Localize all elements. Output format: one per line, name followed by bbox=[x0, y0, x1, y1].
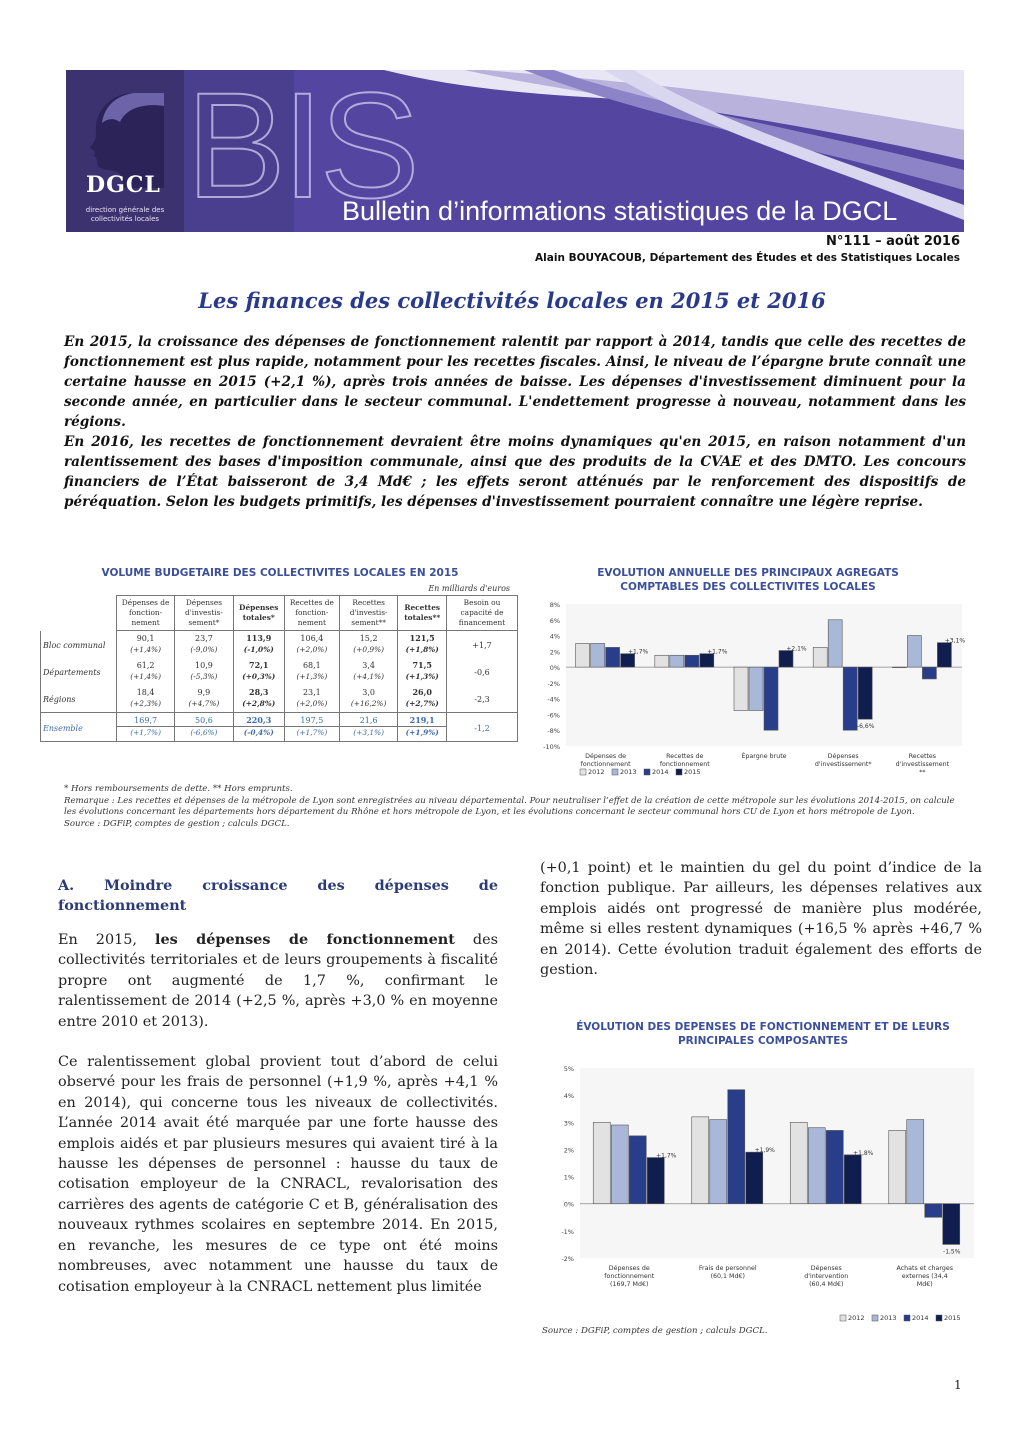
table-cell: 50,6 bbox=[175, 713, 233, 727]
para-text: En 2015, bbox=[58, 932, 155, 948]
author-line: Alain BOUYACOUB, Département des Études et des Statistiques Locales bbox=[535, 252, 960, 264]
table-row bbox=[41, 658, 518, 671]
table-cell: 15,2 bbox=[339, 631, 398, 645]
chart-bar bbox=[764, 667, 778, 730]
dgcl-logo bbox=[66, 70, 184, 232]
data-label: +1,7% bbox=[656, 1152, 677, 1160]
dgcl-logo-subtitle: direction générale des collectivités locales bbox=[85, 206, 165, 223]
legend-swatch bbox=[612, 769, 618, 775]
chart-operating-expenses bbox=[540, 1018, 986, 1344]
table-cell-pct: (+1,8%) bbox=[398, 644, 447, 658]
chart-bar bbox=[710, 1120, 727, 1204]
chart-bar bbox=[611, 1125, 628, 1204]
table-cell: 26,0 bbox=[398, 685, 447, 698]
abstract-paragraph-2015: En 2015, la croissance des dépenses de fonctionnement ralentit par rapport à 2014, tandis que celle des recettes de fonctionnement est plus rapide, notamment pour les recettes fiscales. Ainsi, le niveau de l’épargne brute connaît une certaine hausse en 2015 (+2,1 %), après trois années de baisse. Les dépenses d'investissement diminuent pour la seconde année, en particulier dans le secteur communal. L'endettement progresse à nouveau, notamment dans les régions. bbox=[64, 334, 966, 430]
chart2-source: Source : DGFiP, comptes de gestion ; calculs DGCL. bbox=[542, 1326, 768, 1336]
chart2-svg bbox=[540, 1058, 986, 1358]
table-cell: 71,5 bbox=[398, 658, 447, 671]
table-cell: 121,5 bbox=[398, 631, 447, 645]
y-tick-label: 0% bbox=[563, 1200, 574, 1209]
table-cell: 10,9 bbox=[175, 658, 233, 671]
dgcl-logo-text: DGCL bbox=[86, 172, 161, 198]
chart-bar bbox=[746, 1152, 763, 1204]
legend-label: 2014 bbox=[912, 1314, 929, 1322]
chart-annual-aggregates bbox=[528, 566, 968, 780]
table-cell-pct: (+1,7%) bbox=[284, 727, 339, 742]
y-tick-label: -10% bbox=[543, 743, 560, 751]
table-cell-pct: (-6,6%) bbox=[175, 727, 233, 742]
chart1-title: EVOLUTION ANNUELLE DES PRINCIPAUX AGREGATS COMPTABLES DES COLLECTIVITES LOCALES bbox=[597, 567, 899, 593]
table-cell: 106,4 bbox=[284, 631, 339, 645]
data-label: +1,7% bbox=[707, 648, 728, 656]
legend-swatch bbox=[644, 769, 650, 775]
chart-bar bbox=[937, 643, 951, 667]
table-cell-pct: (+2,3%) bbox=[117, 698, 175, 713]
chart-bar bbox=[907, 1120, 924, 1204]
y-tick-label: 4% bbox=[563, 1092, 574, 1101]
table-row-label: Départements bbox=[41, 658, 117, 685]
table-cell-pct: (+1,3%) bbox=[398, 671, 447, 685]
legend-label: 2013 bbox=[880, 1314, 897, 1322]
chart-bar bbox=[907, 636, 921, 668]
category-label: d'investissement* bbox=[814, 761, 872, 768]
y-tick-label: 0% bbox=[549, 664, 560, 673]
data-label: -1,5% bbox=[943, 1248, 961, 1256]
data-label: +1,9% bbox=[754, 1147, 775, 1155]
table-cell: 3,0 bbox=[339, 685, 398, 698]
table-corner bbox=[41, 596, 117, 631]
legend-label: 2014 bbox=[652, 768, 669, 776]
chart-bar bbox=[779, 651, 793, 668]
chart-bar bbox=[629, 1136, 646, 1204]
table-cell-pct: (+2,0%) bbox=[284, 698, 339, 713]
body-left-column bbox=[58, 866, 498, 1317]
chart-bar bbox=[943, 1204, 960, 1245]
budget-table-block bbox=[40, 566, 518, 742]
legend-swatch bbox=[904, 1315, 910, 1321]
category-label: (60,4 Md€) bbox=[809, 1281, 844, 1288]
table-cell-pct: (+2,0%) bbox=[284, 644, 339, 658]
table-cell: 21,6 bbox=[339, 713, 398, 727]
table-cell: 61,2 bbox=[117, 658, 175, 671]
y-tick-label: -1% bbox=[561, 1227, 574, 1236]
table-cell-pct: (+0,9%) bbox=[339, 644, 398, 658]
table-cell-pct: (-5,3%) bbox=[175, 671, 233, 685]
table-cell: 197,5 bbox=[284, 713, 339, 727]
category-label: ** bbox=[919, 769, 926, 776]
table-cell-pct: (+1,3%) bbox=[284, 671, 339, 685]
category-label: (60,1 Md€) bbox=[710, 1273, 745, 1280]
table-cell: -2,3 bbox=[447, 685, 518, 713]
data-label: -6,6% bbox=[856, 723, 875, 731]
category-label: fonctionnement bbox=[604, 1273, 655, 1280]
chart-bar bbox=[922, 667, 936, 679]
table-cell-pct: (-9,0%) bbox=[175, 644, 233, 658]
abstract-paragraph-2016: En 2016, les recettes de fonctionnement devraient être moins dynamiques qu'en 2015, en raison notamment d'un ralentissement des bases d'imposition communale, ainsi que des produits de la CVAE et des DMTO. Les concours financiers de l’État baisseront de 3,4 Md€ ; les effets seront atténués par le renforcement des dispositifs de péréquation. Selon les budgets primitifs, les dépenses d'investissement pourraient connaître une légère reprise. bbox=[64, 434, 966, 510]
category-label: fonctionnement bbox=[659, 761, 710, 768]
y-tick-label: -4% bbox=[547, 695, 560, 704]
table-cell: 113,9 bbox=[233, 631, 284, 645]
table-cell-pct: (-1,0%) bbox=[233, 644, 284, 658]
budget-table-unit: En milliards d'euros bbox=[428, 584, 510, 593]
y-tick-label: -8% bbox=[547, 727, 560, 736]
chart-bar bbox=[843, 667, 857, 730]
table-cell: -0,6 bbox=[447, 658, 518, 685]
para-text: des collectivités territoriales et de leurs groupements à fiscalité propre ont augmenté de 1,7 %, confirmant le ralentissement de 2014 (+2,5 %, après +3,0 % en moyenne entre 2010 et 2013). bbox=[58, 932, 498, 1030]
table-header: Besoin ou capacité de financement bbox=[447, 596, 518, 631]
table-cell: 3,4 bbox=[339, 658, 398, 671]
table-row bbox=[41, 685, 518, 698]
table-cell-pct: (+1,4%) bbox=[117, 644, 175, 658]
table-cell: 23,1 bbox=[284, 685, 339, 698]
category-label: externes (34,4 bbox=[901, 1273, 948, 1280]
chart-bar bbox=[828, 620, 842, 667]
chart-bar bbox=[621, 654, 635, 667]
category-label: Recettes de bbox=[666, 753, 704, 760]
budget-table bbox=[40, 595, 518, 742]
table-cell-pct: (+0,3%) bbox=[233, 671, 284, 685]
y-tick-label: 1% bbox=[563, 1173, 574, 1182]
table-cell: 72,1 bbox=[233, 658, 284, 671]
category-label: Achats et charges bbox=[896, 1265, 954, 1272]
chart-bar bbox=[685, 655, 699, 667]
table-cell-pct: (+4,1%) bbox=[339, 671, 398, 685]
y-tick-label: 4% bbox=[549, 632, 560, 641]
chart-bar bbox=[728, 1090, 745, 1204]
table-header: Recettes de fonction-nement bbox=[284, 596, 339, 631]
section-a-paragraph-1 bbox=[58, 930, 498, 1032]
legend-swatch bbox=[840, 1315, 846, 1321]
chart-bar bbox=[593, 1122, 610, 1203]
table-cell-pct: (+1,4%) bbox=[117, 671, 175, 685]
banner-bis-letters: BIS bbox=[186, 70, 416, 229]
data-label: +1,7% bbox=[627, 648, 649, 656]
table-header: Recettes totales** bbox=[398, 596, 447, 631]
table-row bbox=[41, 631, 518, 645]
table-cell: 219,1 bbox=[398, 713, 447, 727]
category-label: Dépenses bbox=[810, 1265, 842, 1272]
legend-swatch bbox=[936, 1315, 942, 1321]
table-header: Dépenses de fonction-nement bbox=[117, 596, 175, 631]
chart-bar bbox=[749, 667, 763, 710]
table-cell: +1,7 bbox=[447, 631, 518, 659]
page-title: Les finances des collectivités locales en 2015 et 2016 bbox=[198, 288, 826, 313]
table-cell: -1,2 bbox=[447, 713, 518, 742]
category-label: Dépenses de bbox=[585, 753, 627, 760]
header-banner bbox=[66, 70, 964, 232]
chart-bar bbox=[606, 647, 620, 667]
para-bold: les dépenses de fonctionnement bbox=[155, 931, 455, 948]
data-label: +3,1% bbox=[944, 637, 966, 645]
table-cell: 18,4 bbox=[117, 685, 175, 698]
chart-bar bbox=[826, 1130, 843, 1203]
table-row-label: Bloc communal bbox=[41, 631, 117, 659]
table-cell-pct: (+2,7%) bbox=[398, 698, 447, 713]
chart-bar bbox=[576, 643, 590, 667]
table-cell-pct: (+4,7%) bbox=[175, 698, 233, 713]
table-cell-pct: (+3,1%) bbox=[339, 727, 398, 742]
y-tick-label: 5% bbox=[563, 1065, 574, 1073]
chart-bar bbox=[734, 667, 748, 710]
table-row-label: Ensemble bbox=[41, 713, 117, 742]
note-source: Source : DGFiP, comptes de gestion ; calculs DGCL. bbox=[64, 818, 290, 829]
legend-label: 2012 bbox=[588, 768, 605, 776]
chart-bar bbox=[925, 1204, 942, 1218]
table-cell: 220,3 bbox=[233, 713, 284, 727]
category-label: Frais de personnel bbox=[698, 1265, 757, 1272]
note-remark: Remarque : Les recettes et dépenses de la métropole de Lyon sont enregistrées au niveau départemental. Pour neutraliser l’effet de la création de cette métropole sur les évolutions 2014-2015, on calcule les évolutions concernant les départements hors département du Rhône et hors métropole de Lyon, et les évolutions concernant le secteur communal hors CU de Lyon et hors métropole de Lyon. bbox=[64, 795, 955, 817]
table-cell: 90,1 bbox=[117, 631, 175, 645]
table-header: Dépenses totales* bbox=[233, 596, 284, 631]
category-label: Md€) bbox=[916, 1281, 933, 1288]
legend-label: 2013 bbox=[620, 768, 637, 776]
chart2-title: ÉVOLUTION DES DEPENSES DE FONCTIONNEMENT ET DE LEURS PRINCIPALES COMPOSANTES bbox=[576, 1021, 950, 1047]
table-header: Dépenses d'investis-sement* bbox=[175, 596, 233, 631]
y-tick-label: -2% bbox=[561, 1255, 574, 1263]
table-cell-pct: (+1,9%) bbox=[398, 727, 447, 742]
legend-swatch bbox=[872, 1315, 878, 1321]
table-cell: 169,7 bbox=[117, 713, 175, 727]
data-label: +2,1% bbox=[786, 645, 807, 653]
y-tick-label: -6% bbox=[547, 711, 560, 720]
section-a-paragraph-3: (+0,1 point) et le maintien du gel du point d’indice de la fonction publique. Par ailleurs, les dépenses relatives aux emplois aidés ont progressé de manière plus modérée, même si elles restent dynamiques (+16,5 % après +46,7 % en 2014). Cette évolution traduit également des efforts de gestion. bbox=[540, 860, 982, 979]
issue-number: N°111 – août 2016 bbox=[826, 234, 960, 249]
category-label: fonctionnement bbox=[580, 761, 631, 768]
chart-bar bbox=[790, 1122, 807, 1203]
chart-bar bbox=[692, 1117, 709, 1204]
category-label: (169,7 Md€) bbox=[610, 1281, 649, 1288]
section-a-paragraph-2: Ce ralentissement global provient tout d’abord de celui observé pour les frais de personnel (+1,9 %, après +4,1 % en 2014), qui concerne tous les niveaux de collectivités. L’année 2014 avait été marquée par une forte hausse des emplois aidés et par plusieurs mesures qui avaient tiré à la hausse les dépenses de personnel : hausse du taux de cotisation employeur de la CNRACL, revalorisation des carrières des agents de catégorie C et B, généralisation des nouveaux rythmes scolaires en septembre 2014. En 2015, en revanche, les mesures de ce type ont été moins nombreuses, avec notamment une hausse du taux de cotisation employeur à la CNRACL nettement plus limitée bbox=[58, 1054, 498, 1295]
data-label: +1,8% bbox=[853, 1149, 874, 1157]
body-right-column bbox=[540, 858, 982, 980]
bulletin-title: Bulletin d’informations statistiques de la DGCL bbox=[342, 196, 898, 226]
legend-swatch bbox=[676, 769, 682, 775]
chart-bar bbox=[808, 1128, 825, 1204]
table-cell: 28,3 bbox=[233, 685, 284, 698]
table-cell-pct: (+2,8%) bbox=[233, 698, 284, 713]
category-label: Dépenses de bbox=[608, 1265, 650, 1272]
chart-bar bbox=[591, 643, 605, 667]
note-footnote: * Hors remboursements de dette. ** Hors emprunts. bbox=[64, 784, 293, 794]
chart1-svg bbox=[528, 594, 968, 778]
y-tick-label: 3% bbox=[563, 1119, 574, 1128]
table-cell-pct: (-0,4%) bbox=[233, 727, 284, 742]
y-tick-label: 2% bbox=[549, 648, 560, 657]
legend-label: 2012 bbox=[848, 1314, 865, 1322]
legend-swatch bbox=[580, 769, 586, 775]
chart-bar bbox=[858, 667, 872, 719]
y-tick-label: 8% bbox=[549, 601, 560, 609]
table-row bbox=[41, 713, 518, 727]
page-number: 1 bbox=[954, 1378, 962, 1392]
table-cell: 68,1 bbox=[284, 658, 339, 671]
table-row-label: Régions bbox=[41, 685, 117, 713]
table-notes bbox=[64, 784, 968, 830]
chart-bar bbox=[844, 1155, 861, 1204]
chart-bar bbox=[670, 655, 684, 667]
chart-bar bbox=[647, 1158, 664, 1204]
y-tick-label: 6% bbox=[549, 616, 560, 625]
legend-label: 2015 bbox=[944, 1314, 961, 1322]
category-label: Dépenses bbox=[827, 753, 859, 760]
table-cell-pct: (+16,2%) bbox=[339, 698, 398, 713]
y-tick-label: 2% bbox=[563, 1146, 574, 1155]
chart-bar bbox=[892, 667, 906, 668]
category-label: Épargne brute bbox=[741, 753, 787, 760]
table-header: Recettes d'investis-sement** bbox=[339, 596, 398, 631]
abstract bbox=[64, 332, 966, 512]
category-label: d'investissement bbox=[895, 761, 950, 768]
budget-table-title: VOLUME BUDGETAIRE DES COLLECTIVITES LOCALES EN 2015 bbox=[101, 567, 459, 579]
chart-bar bbox=[889, 1130, 906, 1203]
table-cell-pct: (+1,7%) bbox=[117, 727, 175, 742]
category-label: Recettes bbox=[908, 753, 937, 760]
chart-bar bbox=[813, 647, 827, 667]
chart-bar bbox=[655, 655, 669, 667]
y-tick-label: -2% bbox=[547, 679, 560, 688]
table-cell: 23,7 bbox=[175, 631, 233, 645]
chart-bar bbox=[700, 654, 714, 667]
section-a-heading: A. Moindre croissance des dépenses de fonctionnement bbox=[58, 877, 498, 914]
legend-label: 2015 bbox=[684, 768, 701, 776]
category-label: d'intervention bbox=[804, 1273, 849, 1280]
table-cell: 9,9 bbox=[175, 685, 233, 698]
